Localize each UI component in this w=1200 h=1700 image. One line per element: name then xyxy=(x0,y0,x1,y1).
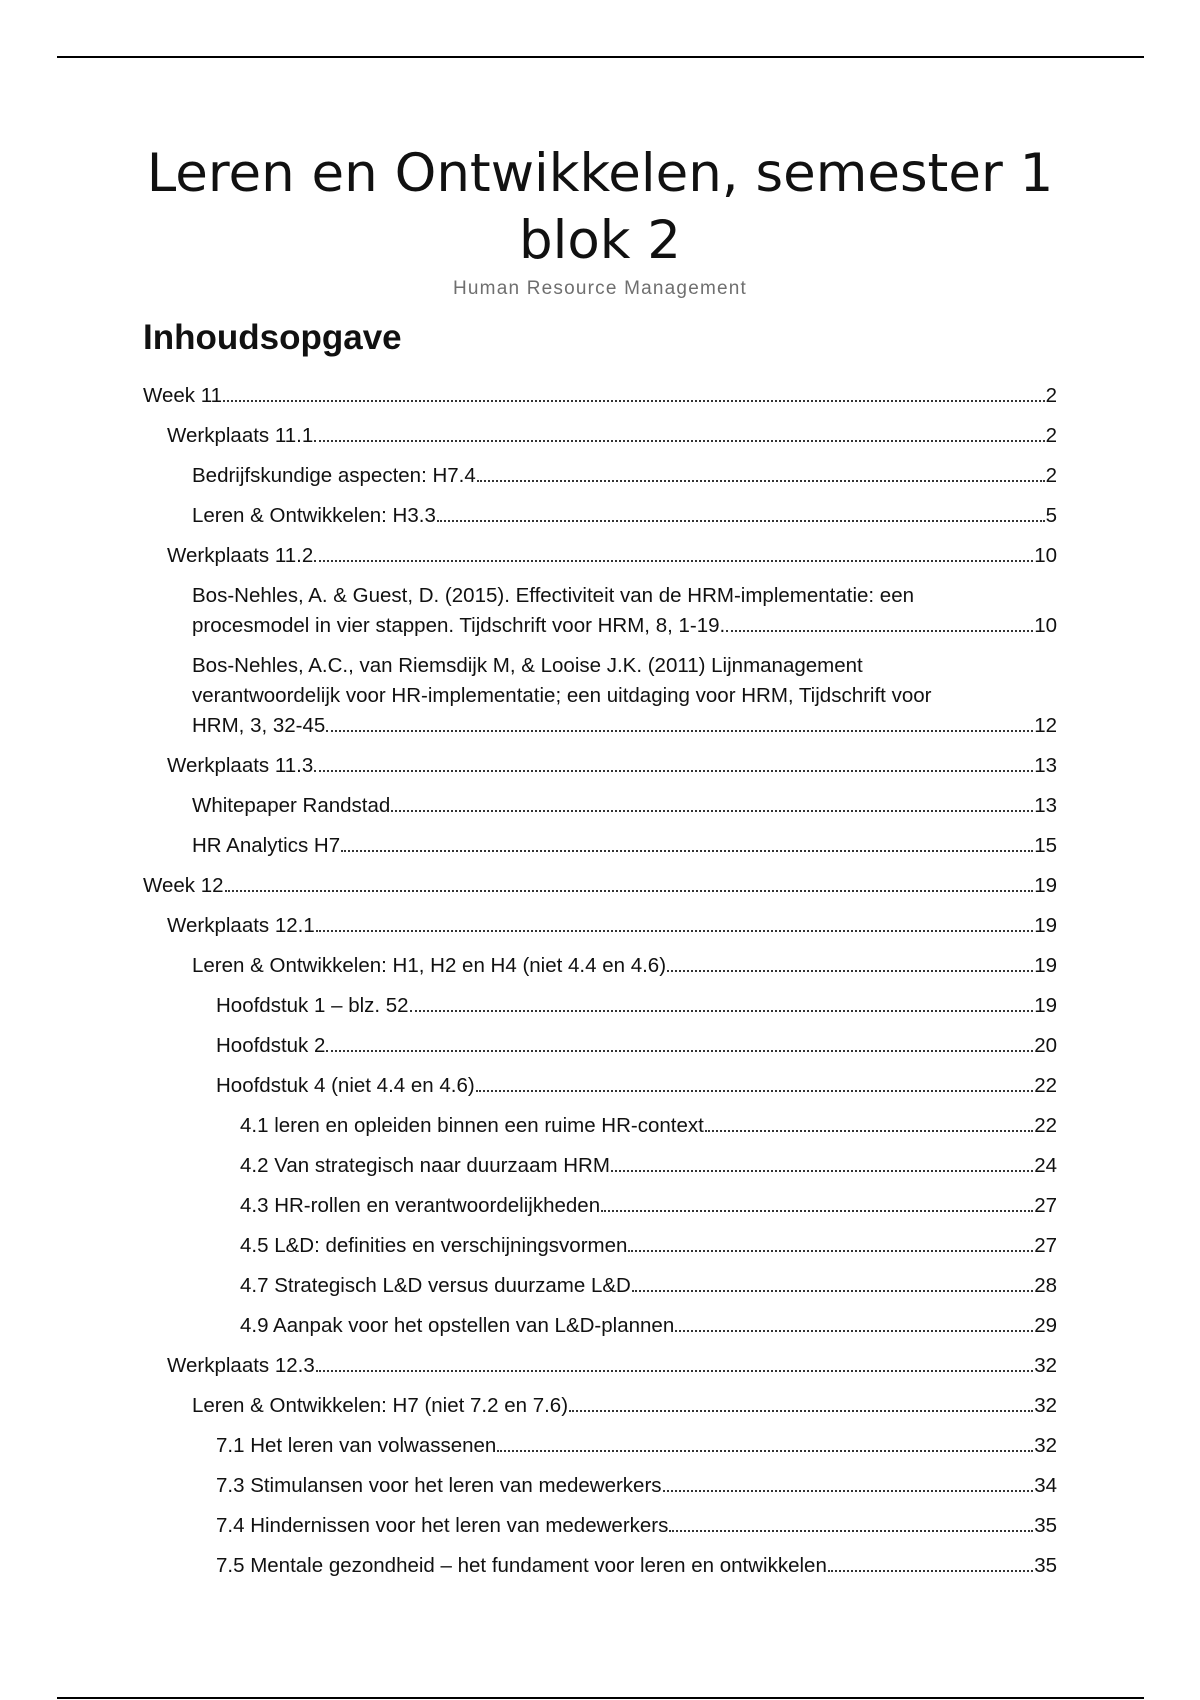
toc-entry-title: Werkplaats 12.3 xyxy=(167,1354,315,1377)
toc-entry[interactable] xyxy=(143,1258,1057,1298)
toc-entry-title: 4.9 Aanpak voor het opstellen van L&D-plannen xyxy=(240,1314,675,1337)
toc-dot-leader xyxy=(314,440,1044,442)
toc-entry[interactable] xyxy=(143,1058,1057,1098)
toc-page-number: 35 xyxy=(1034,1554,1057,1577)
toc-dot-leader xyxy=(314,770,1033,772)
toc-entry-title: 7.4 Hindernissen voor het leren van medewerkers xyxy=(216,1514,669,1537)
toc-entry[interactable] xyxy=(143,408,1057,448)
toc-dot-leader xyxy=(477,480,1045,482)
toc-heading: Inhoudsopgave xyxy=(143,318,402,357)
toc-dot-leader xyxy=(316,930,1033,932)
toc-entry-title: Hoofdstuk 4 (niet 4.4 en 4.6) xyxy=(216,1074,475,1097)
document-subtitle: Human Resource Management xyxy=(452,278,748,299)
toc-entry[interactable] xyxy=(143,1178,1057,1218)
toc-entry-title: 4.7 Strategisch L&D versus duurzame L&D xyxy=(240,1274,631,1297)
toc-dot-leader xyxy=(476,1090,1034,1092)
toc-page-number: 13 xyxy=(1034,794,1057,817)
table-of-contents xyxy=(143,368,1057,1578)
toc-dot-leader xyxy=(223,400,1045,402)
toc-dot-leader xyxy=(569,1410,1033,1412)
toc-entry-title: Leren & Ontwikkelen: H1, H2 en H4 (niet 4.4 en 4.6) xyxy=(192,954,667,977)
toc-dot-leader xyxy=(437,520,1045,522)
toc-entry-title: Bos-Nehles, A. & Guest, D. (2015). Effectiviteit van de HRM-implementatie: een xyxy=(192,584,914,607)
toc-entry-title: 4.5 L&D: definities en verschijningsvormen xyxy=(240,1234,628,1257)
toc-entry-title: HR Analytics H7 xyxy=(192,834,341,857)
toc-entry-title: verantwoordelijk voor HR-implementatie; een uitdaging voor HRM, Tijdschrift voor xyxy=(192,684,932,707)
toc-entry[interactable] xyxy=(143,368,1057,408)
toc-page-number: 28 xyxy=(1034,1274,1057,1297)
toc-dot-leader xyxy=(611,1170,1033,1172)
toc-entry[interactable] xyxy=(143,448,1057,488)
toc-entry-title: 7.3 Stimulansen voor het leren van medewerkers xyxy=(216,1474,662,1497)
toc-page-number: 22 xyxy=(1034,1114,1057,1137)
toc-entry-title: Bos-Nehles, A.C., van Riemsdijk M, & Looise J.K. (2011) Lijnmanagement xyxy=(192,654,863,677)
toc-entry-title: 4.3 HR-rollen en verantwoordelijkheden xyxy=(240,1194,601,1217)
toc-dot-leader xyxy=(705,1130,1033,1132)
toc-entry[interactable] xyxy=(143,738,1057,778)
toc-entry[interactable] xyxy=(143,978,1057,1018)
toc-page-number: 2 xyxy=(1045,424,1057,447)
toc-dot-leader xyxy=(497,1450,1033,1452)
toc-page-number: 27 xyxy=(1034,1194,1057,1217)
toc-entry-title: Bedrijfskundige aspecten: H7.4 xyxy=(192,464,476,487)
toc-page-number: 5 xyxy=(1045,504,1057,527)
toc-entry-title: 7.5 Mentale gezondheid – het fundament voor leren en ontwikkelen xyxy=(216,1554,827,1577)
toc-page-number: 10 xyxy=(1034,614,1057,637)
toc-entry-title: Hoofdstuk 1 – blz. 52 xyxy=(216,994,409,1017)
toc-entry[interactable] xyxy=(143,1018,1057,1058)
toc-dot-leader xyxy=(326,1050,1033,1052)
toc-dot-leader xyxy=(410,1010,1034,1012)
toc-entry-title: 4.2 Van strategisch naar duurzaam HRM xyxy=(240,1154,610,1177)
header-rule xyxy=(57,56,1144,58)
toc-page-number: 15 xyxy=(1034,834,1057,857)
toc-entry-title: 4.1 leren en opleiden binnen een ruime HR-context xyxy=(240,1114,704,1137)
toc-page-number: 22 xyxy=(1034,1074,1057,1097)
toc-page-number: 35 xyxy=(1034,1514,1057,1537)
toc-dot-leader xyxy=(828,1570,1033,1572)
toc-entry[interactable] xyxy=(143,858,1057,898)
document-title: Leren en Ontwikkelen, semester 1 blok 2 xyxy=(146,143,1054,271)
toc-dot-leader xyxy=(675,1330,1033,1332)
toc-dot-leader xyxy=(316,1370,1033,1372)
toc-entry[interactable] xyxy=(143,1418,1057,1458)
toc-entry[interactable] xyxy=(143,1458,1057,1498)
toc-page-number: 32 xyxy=(1034,1434,1057,1457)
toc-entry-title: Werkplaats 11.3 xyxy=(167,754,314,777)
toc-page-number: 12 xyxy=(1034,714,1057,737)
toc-entry[interactable] xyxy=(143,1378,1057,1418)
toc-entry-title: Leren & Ontwikkelen: H3.3 xyxy=(192,504,436,527)
toc-entry[interactable] xyxy=(143,1498,1057,1538)
toc-entry[interactable] xyxy=(143,938,1057,978)
toc-dot-leader xyxy=(726,630,1033,632)
toc-entry-title: procesmodel in vier stappen. Tijdschrift voor HRM, 8, 1-19. xyxy=(192,614,726,637)
toc-entry-title: Week 12 xyxy=(143,874,224,897)
toc-dot-leader xyxy=(326,730,1033,732)
toc-entry[interactable] xyxy=(143,1218,1057,1258)
toc-page-number: 32 xyxy=(1034,1354,1057,1377)
toc-page-number: 29 xyxy=(1034,1314,1057,1337)
toc-page-number: 20 xyxy=(1034,1034,1057,1057)
toc-entry[interactable] xyxy=(143,568,1057,638)
toc-page-number: 13 xyxy=(1034,754,1057,777)
toc-page-number: 2 xyxy=(1045,384,1057,407)
toc-dot-leader xyxy=(601,1210,1033,1212)
toc-entry-title: Leren & Ontwikkelen: H7 (niet 7.2 en 7.6) xyxy=(192,1394,569,1417)
toc-page-number: 34 xyxy=(1034,1474,1057,1497)
toc-dot-leader xyxy=(314,560,1033,562)
toc-page-number: 10 xyxy=(1034,544,1057,567)
toc-entry-title: 7.1 Het leren van volwassenen xyxy=(216,1434,497,1457)
toc-entry[interactable] xyxy=(143,898,1057,938)
toc-entry[interactable] xyxy=(143,1338,1057,1378)
toc-entry-title: Week 11 xyxy=(143,384,223,407)
toc-dot-leader xyxy=(628,1250,1033,1252)
toc-entry-title: Hoofdstuk 2 xyxy=(216,1034,326,1057)
toc-entry[interactable] xyxy=(143,1298,1057,1338)
toc-entry-title: Whitepaper Randstad xyxy=(192,794,391,817)
toc-entry-title: Werkplaats 12.1 xyxy=(167,914,315,937)
toc-dot-leader xyxy=(341,850,1033,852)
toc-dot-leader xyxy=(669,1530,1033,1532)
toc-entry[interactable] xyxy=(143,778,1057,818)
toc-page-number: 19 xyxy=(1034,874,1057,897)
toc-dot-leader xyxy=(225,890,1034,892)
toc-dot-leader xyxy=(667,970,1033,972)
toc-page-number: 27 xyxy=(1034,1234,1057,1257)
toc-dot-leader xyxy=(663,1490,1034,1492)
toc-entry-title: Werkplaats 11.2 xyxy=(167,544,314,567)
toc-page-number: 2 xyxy=(1045,464,1057,487)
toc-page-number: 19 xyxy=(1034,954,1057,977)
toc-page-number: 24 xyxy=(1034,1154,1057,1177)
toc-entry[interactable] xyxy=(143,528,1057,568)
toc-entry-title: Werkplaats 11.1 xyxy=(167,424,314,447)
toc-entry[interactable] xyxy=(143,1138,1057,1178)
toc-page-number: 19 xyxy=(1034,914,1057,937)
toc-page-number: 19 xyxy=(1034,994,1057,1017)
footer-rule xyxy=(57,1697,1144,1699)
toc-entry[interactable] xyxy=(143,638,1057,738)
toc-entry[interactable] xyxy=(143,1538,1057,1578)
toc-page-number: 32 xyxy=(1034,1394,1057,1417)
toc-dot-leader xyxy=(632,1290,1033,1292)
toc-entry-title: HRM, 3, 32-45 xyxy=(192,714,326,737)
toc-entry[interactable] xyxy=(143,1098,1057,1138)
toc-dot-leader xyxy=(391,810,1033,812)
toc-entry[interactable] xyxy=(143,818,1057,858)
toc-entry[interactable] xyxy=(143,488,1057,528)
